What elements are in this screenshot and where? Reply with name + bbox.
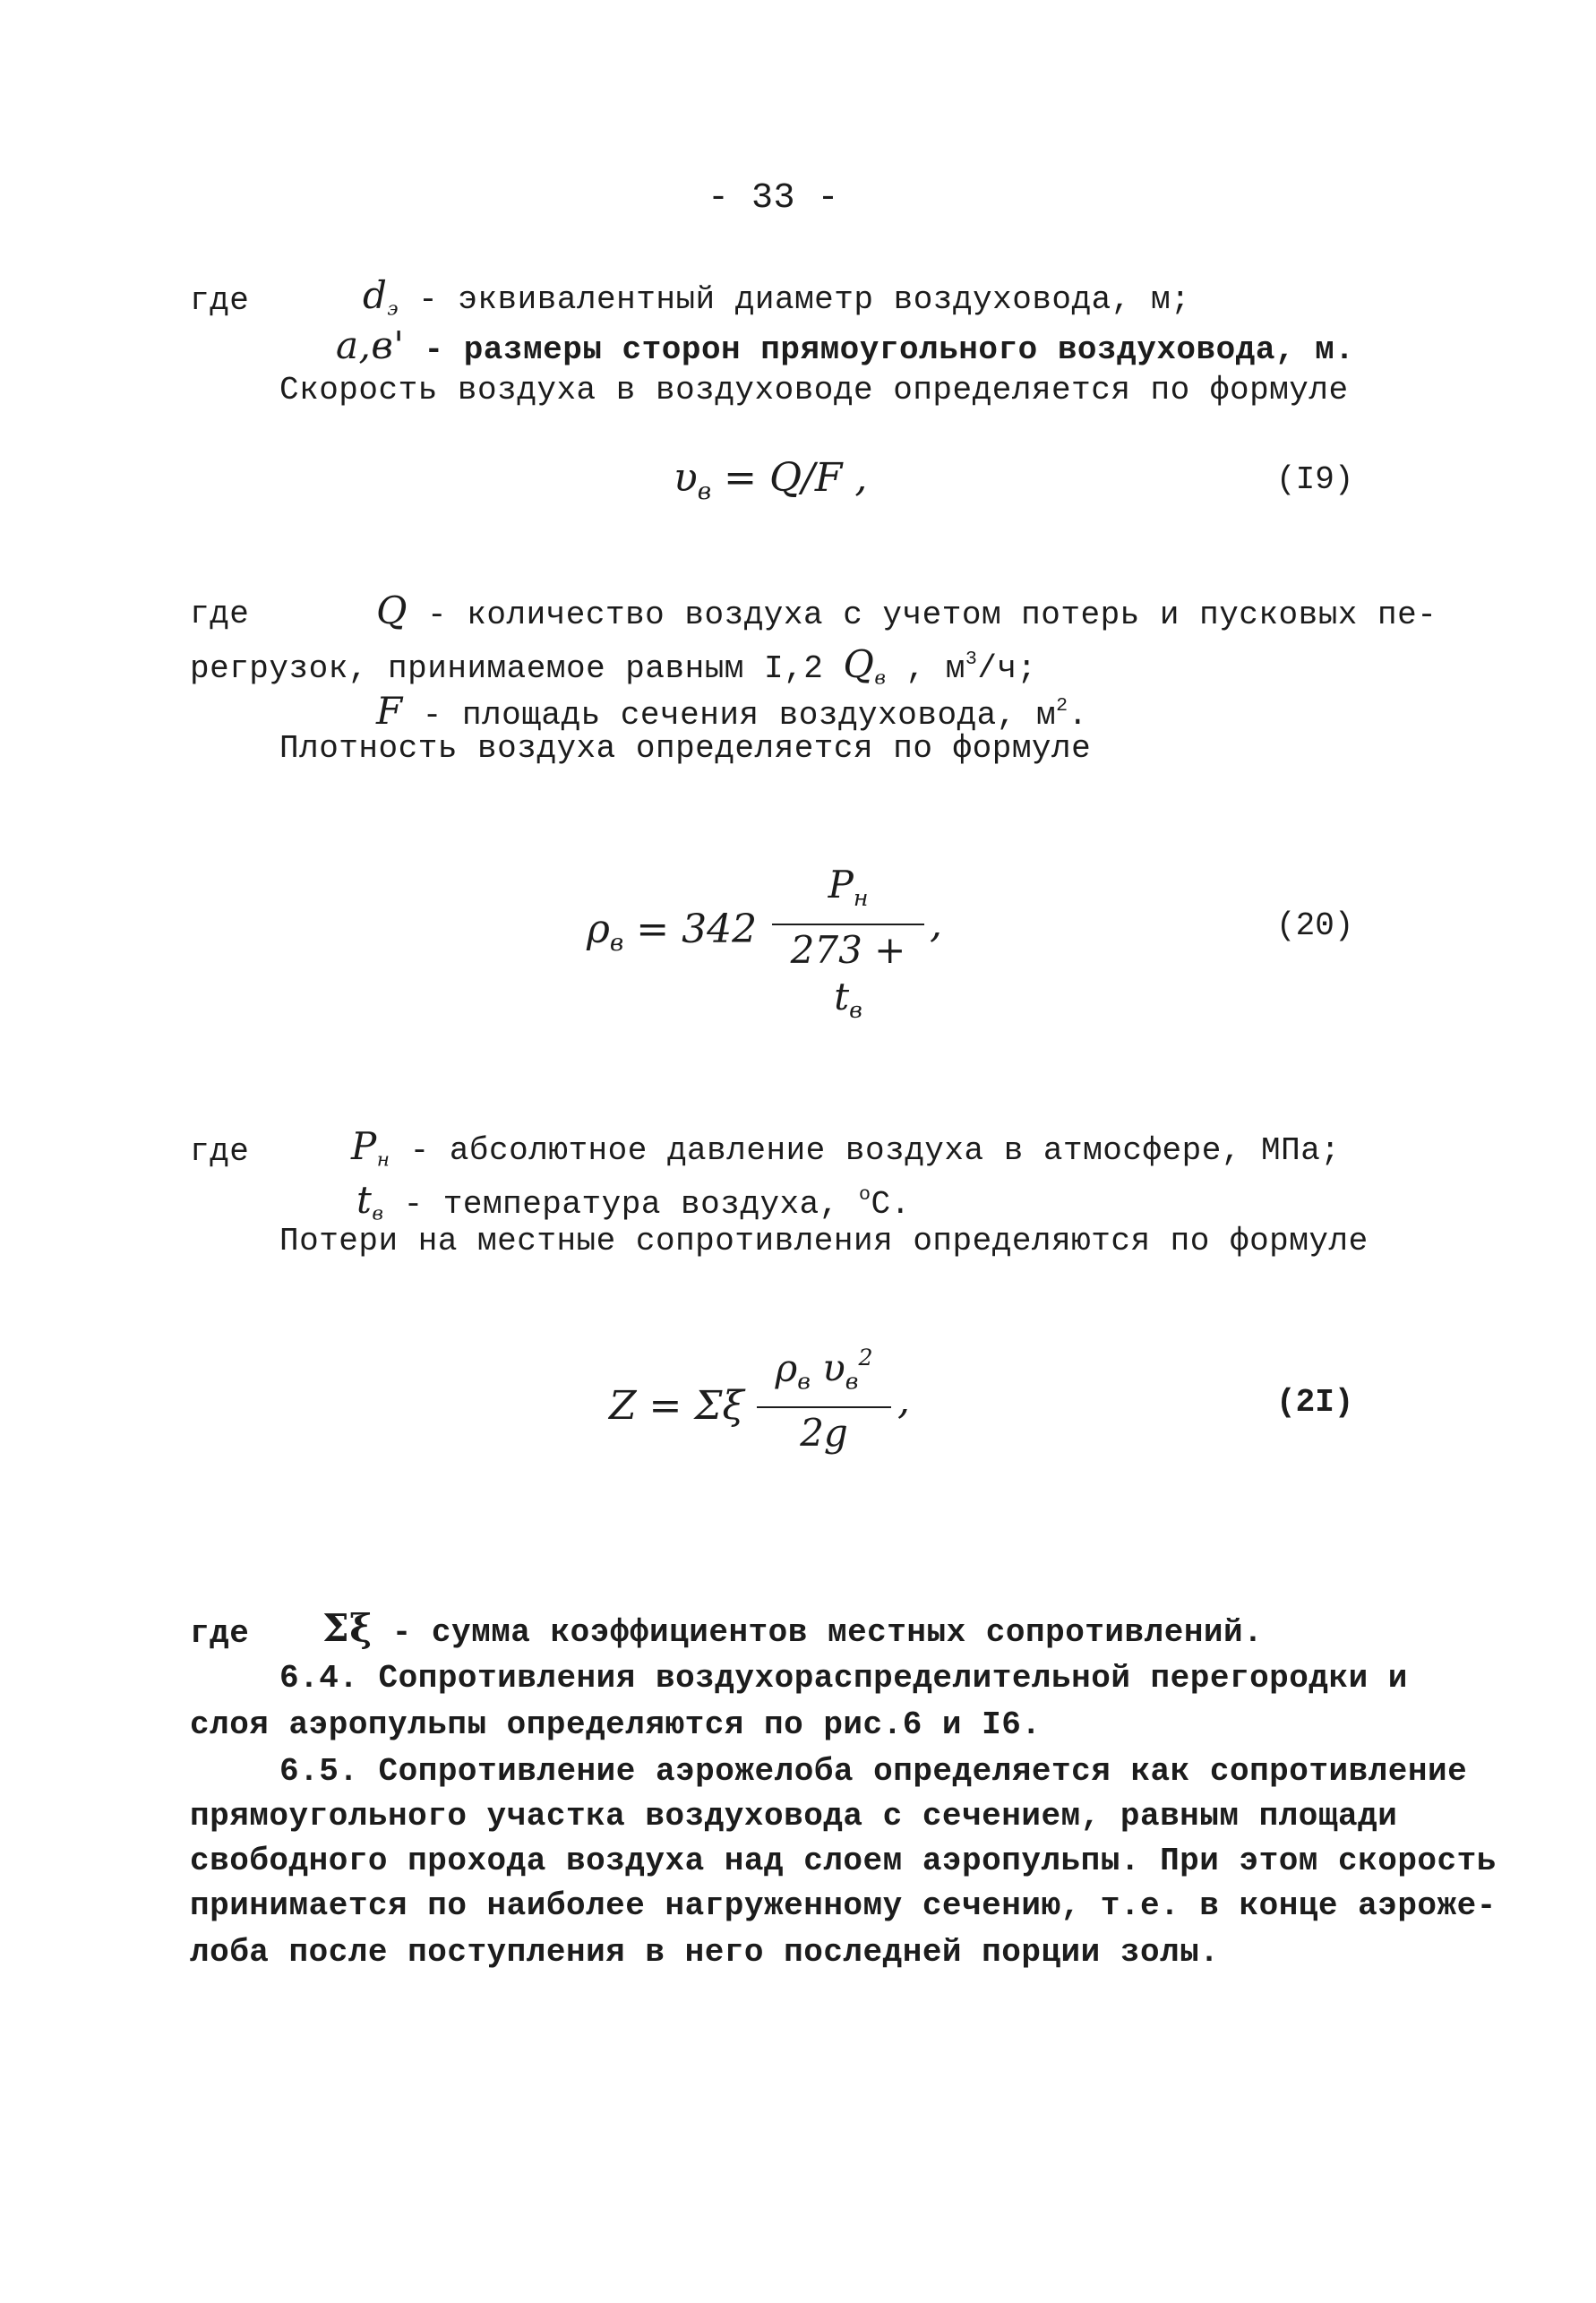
eq21-denominator: 2g bbox=[800, 1411, 848, 1456]
eq20-const: = 342 bbox=[636, 907, 758, 952]
symbol-q2: Q bbox=[843, 642, 875, 687]
paragraph-6-5-line2: прямоугольного участка воздуховода с сечением, равным площади bbox=[190, 1798, 1398, 1835]
definition-t-text: - температура воздуха, bbox=[403, 1186, 859, 1224]
where-label: где bbox=[190, 596, 250, 632]
symbol-q: Q bbox=[376, 589, 408, 632]
eq20-denominator bbox=[772, 927, 924, 1034]
symbol-d-sub: э bbox=[387, 297, 399, 321]
page-number: - 33 - bbox=[708, 178, 840, 219]
paragraph-6-5-line1: 6.5. Сопротивление аэрожелоба определяется как сопротивление bbox=[279, 1753, 1468, 1790]
equation-21-lhs: Z = Σξ bbox=[609, 1383, 744, 1429]
symbol-d: d bbox=[363, 273, 388, 317]
definition-f-sup: 2 bbox=[1056, 695, 1068, 717]
definition-q-line2-c: /ч; bbox=[977, 650, 1037, 688]
symbol-sum-xi: Σξ bbox=[322, 1606, 373, 1650]
eq20-den-sub: в bbox=[849, 996, 862, 1023]
eq19-v-sub: в bbox=[697, 477, 712, 506]
equation-number-21: (2I) bbox=[1276, 1384, 1354, 1421]
eq19-rest: = Q/F , bbox=[724, 455, 868, 501]
definition-de-text: - эквивалентный диаметр воздуховода, м; bbox=[418, 281, 1191, 318]
losses-intro: Потери на местные сопротивления определяются по формуле bbox=[279, 1223, 1369, 1259]
where-label: где bbox=[190, 1615, 250, 1652]
definition-ab bbox=[336, 324, 1354, 372]
paragraph-6-5-line5: лоба после поступления в него последней порции золы. bbox=[190, 1934, 1220, 1971]
eq21-num-v: υ bbox=[810, 1345, 845, 1390]
velocity-intro: Скорость воздуха в воздуховоде определяется по формуле bbox=[279, 372, 1349, 408]
definition-q-line2-sup: 3 bbox=[965, 649, 978, 670]
eq19-v: υ bbox=[674, 455, 698, 501]
definition-f-end: . bbox=[1068, 697, 1088, 735]
symbol-p-sub: н bbox=[376, 1148, 390, 1172]
definition-ab-text: - размеры сторон прямоугольного воздуховода, м. bbox=[424, 331, 1355, 368]
eq21-num-rho: ρ bbox=[775, 1345, 798, 1390]
eq20-numerator bbox=[772, 862, 924, 922]
paragraph-6-4-line2: слоя аэропульпы определяются по рис.6 и I6. bbox=[190, 1706, 1042, 1743]
density-intro: Плотность воздуха определяется по формуле bbox=[279, 730, 1092, 767]
equation-number-20: (20) bbox=[1276, 907, 1354, 944]
eq21-numerator bbox=[757, 1335, 891, 1405]
paragraph-6-5-line4: принимается по наиболее нагруженному сечению, т.е. в конце аэроже- bbox=[190, 1887, 1497, 1924]
paragraph-6-4-line1: 6.4. Сопротивления воздухораспределительной перегородки и bbox=[279, 1660, 1408, 1697]
equation-19 bbox=[674, 455, 867, 505]
definition-f-text: - площадь сечения воздуховода, м bbox=[422, 697, 1057, 735]
definition-sum bbox=[322, 1607, 1263, 1654]
eq20-fraction-bar bbox=[772, 924, 924, 925]
symbol-p: P bbox=[351, 1124, 377, 1168]
eq21-tail: , bbox=[897, 1378, 910, 1423]
paragraph-6-5-line3: свободного прохода воздуха над слоем аэропульпы. При этом скорость bbox=[190, 1843, 1497, 1879]
definition-t-sup: о bbox=[858, 1184, 871, 1206]
equation-number-19: (I9) bbox=[1276, 461, 1354, 498]
definition-sum-text: - сумма коэффициентов местных сопротивлений. bbox=[391, 1614, 1264, 1651]
equation-21-fraction bbox=[757, 1335, 891, 1457]
definition-q bbox=[376, 589, 1437, 637]
definition-q-text: - количество воздуха с учетом потерь и пусковых пе- bbox=[427, 597, 1437, 633]
definition-t-end: С. bbox=[871, 1186, 911, 1224]
eq21-num-v-sub: в bbox=[845, 1368, 859, 1395]
eq21-fraction-bar bbox=[757, 1406, 891, 1408]
eq20-den-text: 273 + t bbox=[790, 927, 906, 1018]
eq20-rho-sub: в bbox=[609, 929, 624, 958]
definition-q-line2-b: , м bbox=[905, 650, 965, 688]
definition-p-text: - абсолютное давление воздуха в атмосфере, МПа; bbox=[409, 1132, 1341, 1169]
symbol-t-sub: в bbox=[372, 1202, 384, 1225]
definition-q-line2-a: регрузок, принимаемое равным I,2 bbox=[190, 650, 824, 688]
symbol-t: t bbox=[356, 1178, 373, 1223]
eq20-num-sub: н bbox=[853, 884, 869, 911]
equation-20-lhs bbox=[587, 907, 757, 957]
eq20-rho: ρ bbox=[587, 907, 610, 952]
eq20-tail: , bbox=[930, 901, 942, 947]
symbol-q2-sub: в bbox=[874, 666, 887, 690]
eq20-num-p: P bbox=[828, 863, 854, 907]
eq21-num-rho-sub: в bbox=[797, 1368, 811, 1395]
equation-20-fraction bbox=[772, 862, 924, 1034]
symbol-f: F bbox=[376, 689, 403, 734]
eq21-num-v-sup: 2 bbox=[858, 1345, 873, 1371]
where-label: где bbox=[190, 282, 250, 319]
where-label: где bbox=[190, 1133, 250, 1170]
symbol-ab: a,в' bbox=[336, 323, 405, 367]
definition-de bbox=[363, 274, 1190, 331]
